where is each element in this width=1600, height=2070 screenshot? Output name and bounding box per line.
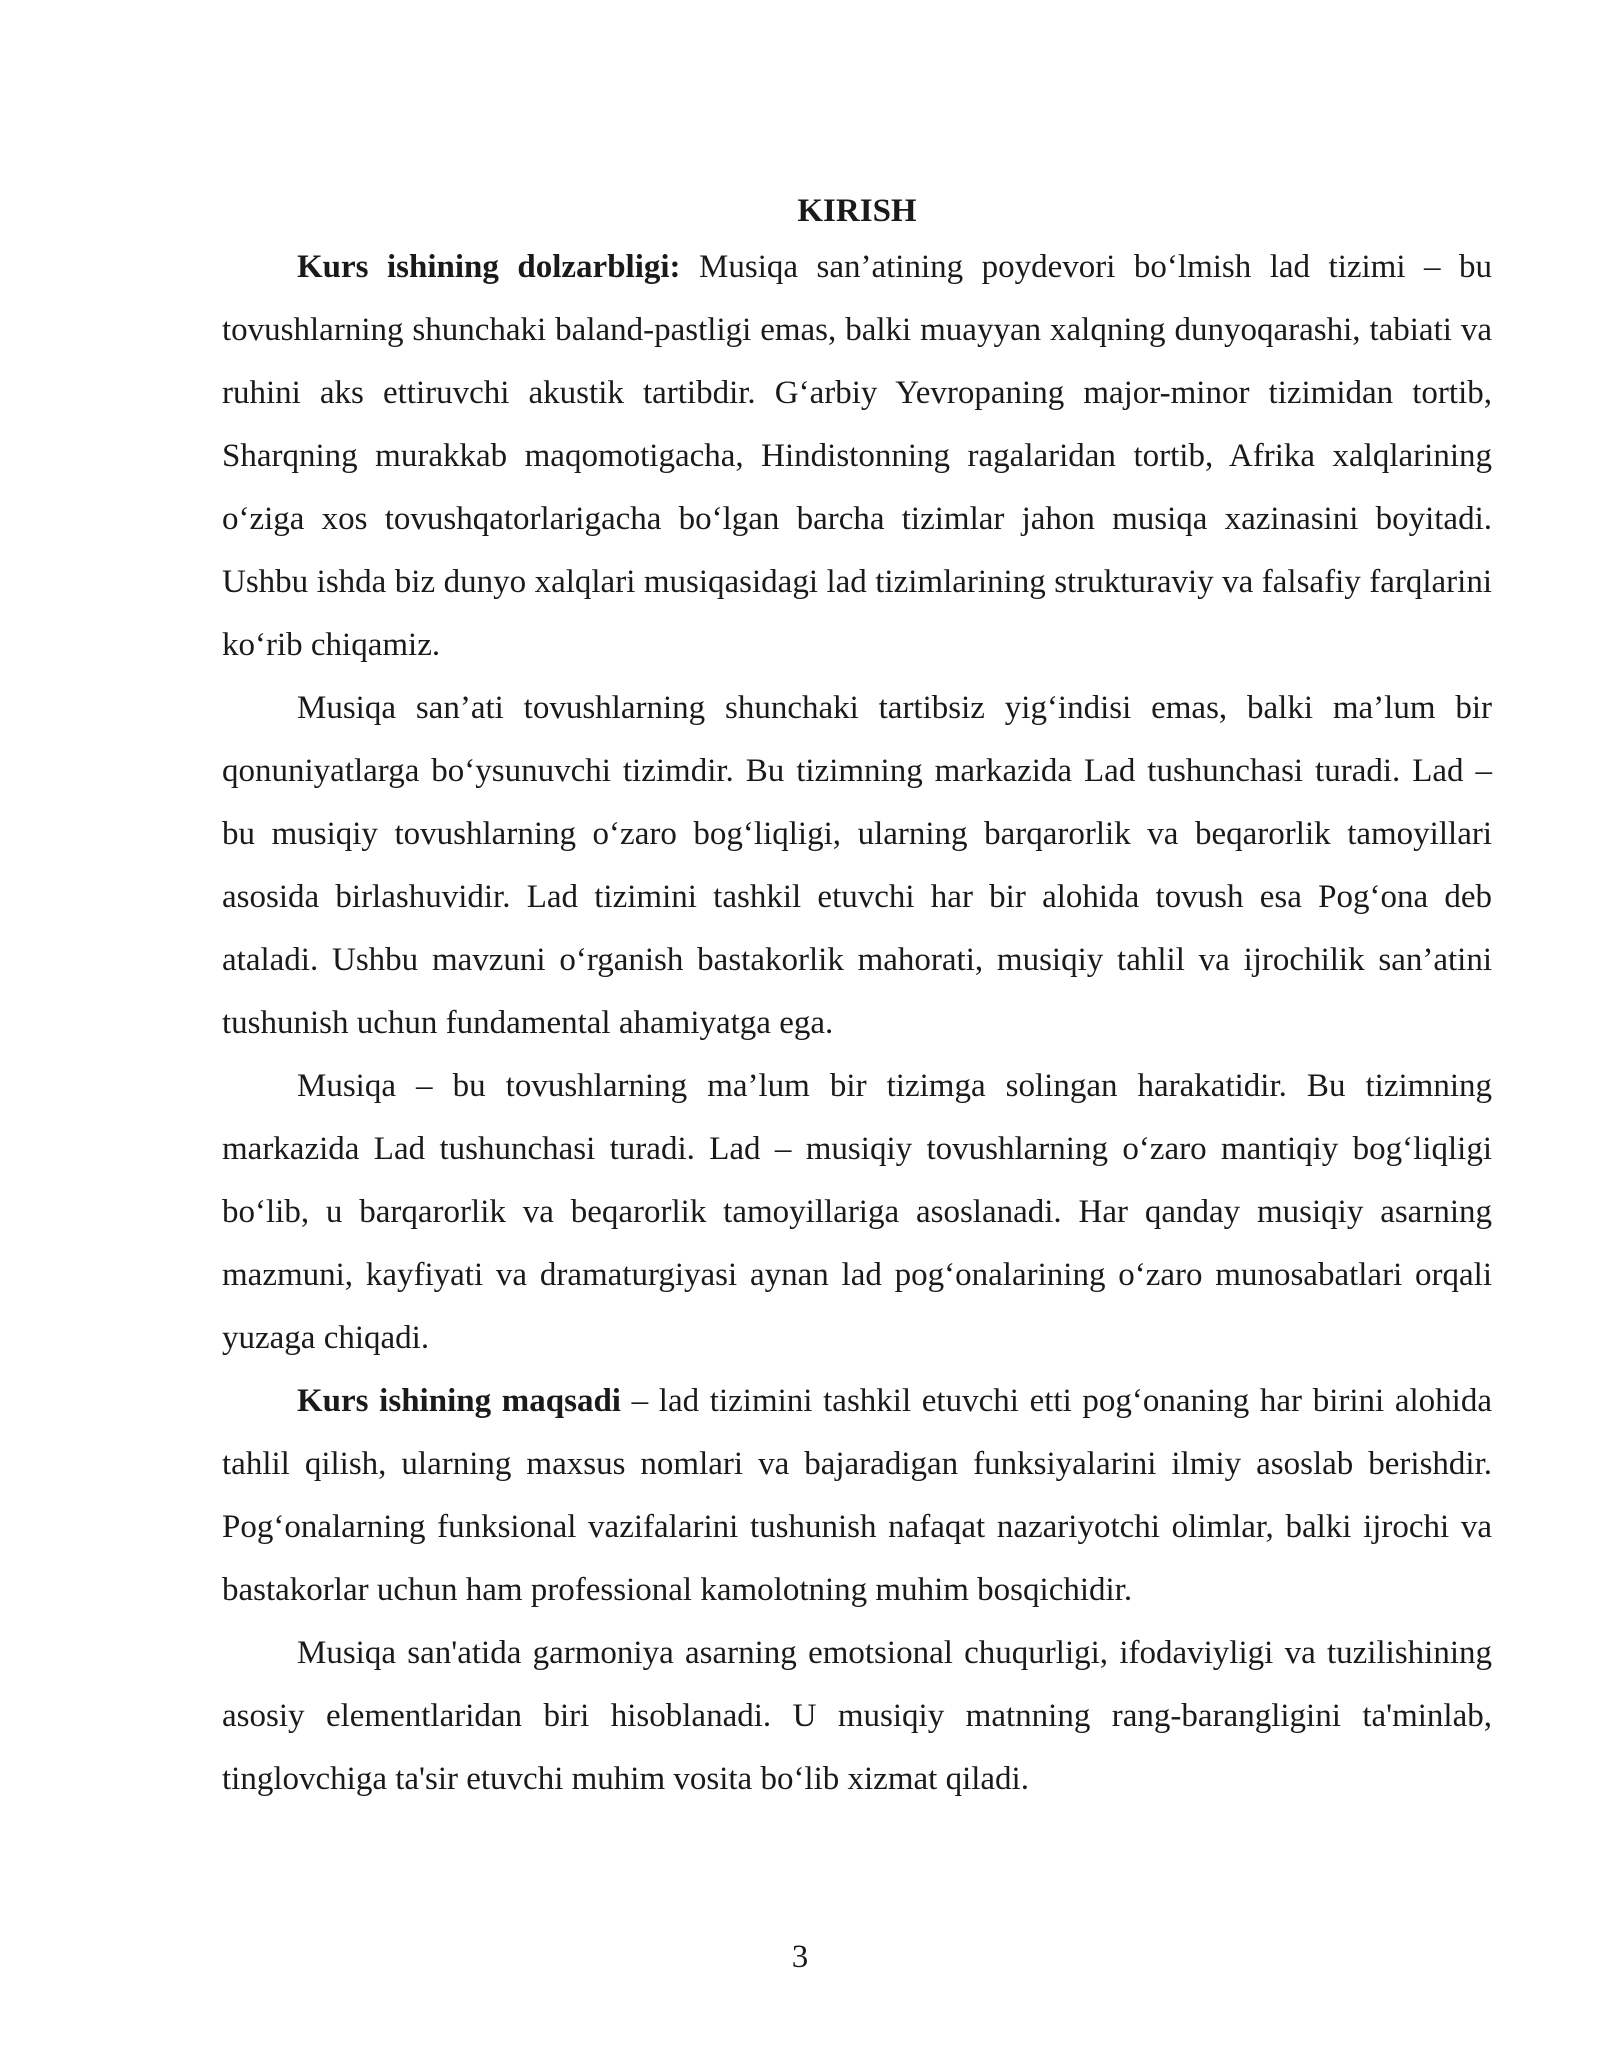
paragraph-goal [222,1370,1492,1622]
paragraph-lead: Kurs ishining maqsadi [297,1383,621,1419]
paragraph-text: Musiqa san’atining poydevori bo‘lmish lad tizimi – bu tovushlarning shunchaki baland-pastligi emas, balki muayyan xalqning dunyoqarashi, tabiati va ruhini aks ettiruvchi akustik tartibdir. G‘arbiy Yevropaning major-minor tizimidan tortib, Sharqning murakkab maqomotigacha, Hindistonning ragalaridan tortib, Afrika xalqlarining o‘ziga xos tovushqatorlarigacha bo‘lgan barcha tizimlar jahon musiqa xazinasini boyitadi. Ushbu ishda biz dunyo xalqlari musiqasidagi lad tizimlarining strukturaviy va falsafiy farqlarini ko‘rib chiqamiz. [222,249,1492,663]
paragraph-lad-system [222,677,1492,1055]
page-number: 3 [791,1939,809,1975]
page-title: KIRISH [797,193,917,229]
document-page [222,186,1492,1811]
paragraph-relevance [222,236,1492,677]
paragraph-harmony [222,1622,1492,1811]
paragraph-lead: Kurs ishining dolzarbligi: [297,249,681,285]
paragraph-text: Musiqa san’ati tovushlarning shunchaki tartibsiz yig‘indisi emas, balki ma’lum bir qonuniyatlarga bo‘ysunuvchi tizimdir. Bu tizimning markazida Lad tushunchasi turadi. Lad – bu musiqiy tovushlarning o‘zaro bog‘liqligi, ularning barqarorlik va beqarorlik tamoyillari asosida birlashuvidir. Lad tizimini tashkil etuvchi har bir alohida tovush esa Pog‘ona deb ataladi. Ushbu mavzuni o‘rganish bastakorlik mahorati, musiqiy tahlil va ijrochilik san’atini tushunish uchun fundamental ahamiyatga ega. [222,690,1492,1041]
paragraph-music-movement [222,1055,1492,1370]
paragraph-text: – lad tizimini tashkil etuvchi etti pog‘onaning har birini alohida tahlil qilish, ularning maxsus nomlari va bajaradigan funksiyalarini ilmiy asoslab berishdir. Pog‘onalarning funksional vazifalarini tushunish nafaqat nazariyotchi olimlar, balki ijrochi va bastakorlar uchun ham professional kamolotning muhim bosqichidir. [222,1383,1492,1608]
paragraph-text: Musiqa – bu tovushlarning ma’lum bir tizimga solingan harakatidir. Bu tizimning markazida Lad tushunchasi turadi. Lad – musiqiy tovushlarning o‘zaro mantiqiy bog‘liqligi bo‘lib, u barqarorlik va beqarorlik tamoyillariga asoslanadi. Har qanday musiqiy asarning mazmuni, kayfiyati va dramaturgiyasi aynan lad pog‘onalarining o‘zaro munosabatlari orqali yuzaga chiqadi. [222,1068,1492,1356]
paragraph-text: Musiqa san'atida garmoniya asarning emotsional chuqurligi, ifodaviyligi va tuzilishining asosiy elementlaridan biri hisoblanadi. U musiqiy matnning rang-barangligini ta'minlab, tinglovchiga ta'sir etuvchi muhim vosita bo‘lib xizmat qiladi. [222,1635,1492,1797]
